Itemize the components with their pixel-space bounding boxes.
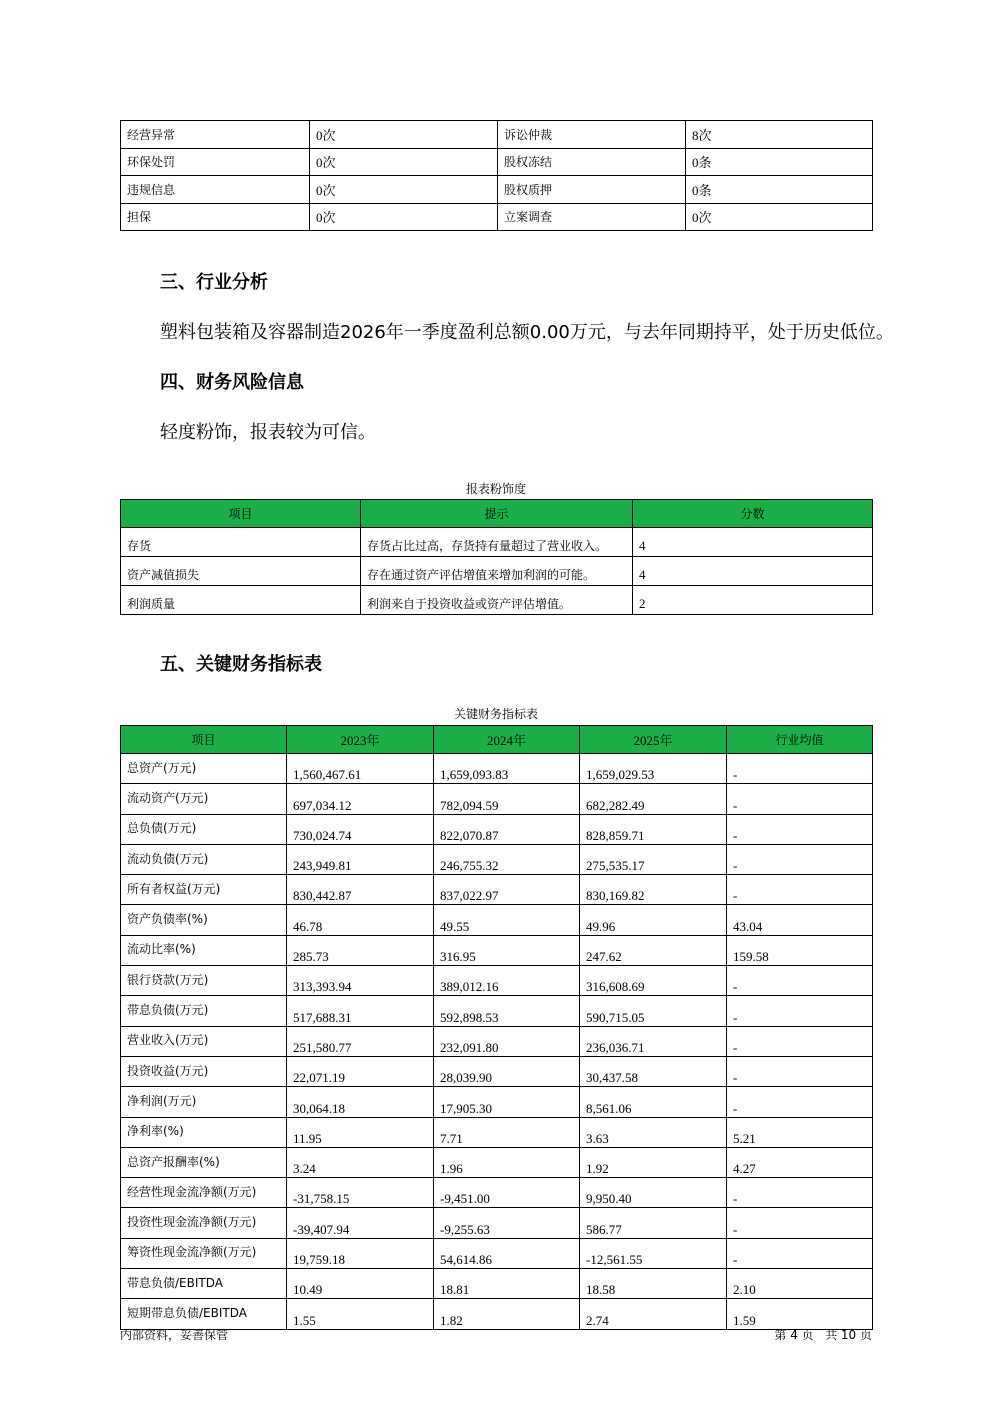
- financial-risk-text: 轻度粉饰，报表较为可信。: [160, 422, 376, 443]
- fin-table-cell: 11.95: [287, 1117, 434, 1147]
- fin-table-cell: 1.82: [434, 1299, 580, 1329]
- fraud-table-cell: 利润质量: [121, 586, 361, 615]
- fin-table-cell: 243,949.81: [287, 844, 434, 874]
- fin-table-cell: 带息负债/EBITDA: [121, 1269, 287, 1299]
- risk-info-table: [120, 120, 873, 231]
- fin-table-cell: 54,614.86: [434, 1238, 580, 1268]
- fin-table-cell: -: [727, 966, 873, 996]
- fin-table-cell: 590,715.05: [580, 996, 727, 1026]
- fin-table-cell: 流动资产(万元): [121, 784, 287, 814]
- fin-table-cell: 3.63: [580, 1117, 727, 1147]
- fin-table-cell: 5.21: [727, 1117, 873, 1147]
- fin-table-cell: 营业收入(万元): [121, 1026, 287, 1056]
- fraud-table-cell: 存货占比过高，存货持有量超过了营业收入。: [361, 528, 633, 557]
- fin-table-row: [121, 1238, 873, 1268]
- fin-table-cell: 246,755.32: [434, 844, 580, 874]
- footer-page-number: 第 4 页 共 10 页: [774, 1328, 872, 1342]
- fin-header-2023: 2023年: [287, 726, 434, 754]
- fraud-table-cell: 2: [633, 586, 873, 615]
- fin-table-row: [121, 996, 873, 1026]
- fin-table-row: [121, 1026, 873, 1056]
- fin-table-header-row: [121, 726, 873, 754]
- footer-confidential-note: 内部资料，妥善保管: [120, 1328, 229, 1342]
- fraud-degree-table: [120, 499, 873, 615]
- risk-table-cell: 担保: [121, 203, 310, 231]
- fin-table-cell: 银行贷款(万元): [121, 966, 287, 996]
- fin-table-row: [121, 935, 873, 965]
- fin-table-cell: 49.55: [434, 905, 580, 935]
- risk-table-cell: 违规信息: [121, 176, 310, 204]
- fin-table-cell: 682,282.49: [580, 784, 727, 814]
- fin-table-cell: 30,437.58: [580, 1056, 727, 1086]
- fin-table-cell: -: [727, 1238, 873, 1268]
- fraud-table-caption: 报表粉饰度: [465, 482, 526, 496]
- fin-table-cell: 822,070.87: [434, 814, 580, 844]
- fin-table-cell: 4.27: [727, 1147, 873, 1177]
- fin-table-cell: -9,255.63: [434, 1208, 580, 1238]
- fin-table-cell: -12,561.55: [580, 1238, 727, 1268]
- fin-table-row: [121, 1299, 873, 1329]
- risk-table-cell: 0条: [686, 176, 873, 204]
- fin-table-cell: -: [727, 996, 873, 1026]
- fin-table-cell: 837,022.97: [434, 875, 580, 905]
- fin-table-cell: 10.49: [287, 1269, 434, 1299]
- fin-table-cell: 232,091.80: [434, 1026, 580, 1056]
- fin-table-cell: 830,169.82: [580, 875, 727, 905]
- industry-analysis-text: 塑料包装箱及容器制造2026年一季度盈利总额0.00万元，与去年同期持平，处于历史低位。: [160, 322, 894, 343]
- fin-table-cell: 2.74: [580, 1299, 727, 1329]
- fin-table-cell: 316,608.69: [580, 966, 727, 996]
- fin-table-cell: -: [727, 754, 873, 784]
- risk-table-cell: 0次: [686, 203, 873, 231]
- fraud-header-item: 项目: [121, 500, 361, 528]
- fin-table-cell: 830,442.87: [287, 875, 434, 905]
- fraud-table-cell: 存在通过资产评估增值来增加利润的可能。: [361, 557, 633, 586]
- fin-table-cell: 316.95: [434, 935, 580, 965]
- fin-table-cell: 经营性现金流净额(万元): [121, 1178, 287, 1208]
- fin-table-row: [121, 814, 873, 844]
- fin-table-cell: -9,451.00: [434, 1178, 580, 1208]
- fin-table-cell: -39,407.94: [287, 1208, 434, 1238]
- fin-table-cell: 投资性现金流净额(万元): [121, 1208, 287, 1238]
- fin-table-cell: 流动负债(万元): [121, 844, 287, 874]
- fin-table-cell: 17,905.30: [434, 1087, 580, 1117]
- fin-table-cell: 9,950.40: [580, 1178, 727, 1208]
- risk-table-cell: 0次: [310, 121, 498, 149]
- fin-table-cell: 短期带息负债/EBITDA: [121, 1299, 287, 1329]
- fin-table-row: [121, 966, 873, 996]
- fin-table-cell: 3.24: [287, 1147, 434, 1177]
- fin-table-cell: 18.81: [434, 1269, 580, 1299]
- fin-table-cell: 19,759.18: [287, 1238, 434, 1268]
- fin-table-cell: 1,659,029.53: [580, 754, 727, 784]
- fin-table-cell: 782,094.59: [434, 784, 580, 814]
- fraud-header-hint: 提示: [361, 500, 633, 528]
- fin-table-cell: 592,898.53: [434, 996, 580, 1026]
- risk-table-cell: 0条: [686, 148, 873, 176]
- fin-table-cell: 313,393.94: [287, 966, 434, 996]
- fin-table-cell: 1,659,093.83: [434, 754, 580, 784]
- fin-table-cell: -: [727, 1208, 873, 1238]
- fin-table-row: [121, 1147, 873, 1177]
- fin-table-row: [121, 1208, 873, 1238]
- risk-table-cell: 立案调查: [498, 203, 686, 231]
- risk-table-row: [121, 148, 873, 176]
- fin-table-cell: 1.92: [580, 1147, 727, 1177]
- fin-table-cell: 18.58: [580, 1269, 727, 1299]
- fin-header-2024: 2024年: [434, 726, 580, 754]
- fin-header-industry-avg: 行业均值: [727, 726, 873, 754]
- fin-table-cell: 389,012.16: [434, 966, 580, 996]
- fin-table-cell: -: [727, 875, 873, 905]
- fin-table-cell: 总负债(万元): [121, 814, 287, 844]
- fin-table-cell: 730,024.74: [287, 814, 434, 844]
- fin-table-row: [121, 1056, 873, 1086]
- fin-table-cell: 1.55: [287, 1299, 434, 1329]
- fin-table-cell: 1.96: [434, 1147, 580, 1177]
- fin-table-cell: 697,034.12: [287, 784, 434, 814]
- fin-table-row: [121, 875, 873, 905]
- fraud-table-row: [121, 528, 873, 557]
- fin-table-row: [121, 844, 873, 874]
- fin-table-cell: -: [727, 784, 873, 814]
- fraud-table-cell: 资产减值损失: [121, 557, 361, 586]
- fin-table-cell: 筹资性现金流净额(万元): [121, 1238, 287, 1268]
- fin-table-cell: 275,535.17: [580, 844, 727, 874]
- fin-table-cell: 43.04: [727, 905, 873, 935]
- fin-table-cell: -: [727, 1087, 873, 1117]
- fin-table-cell: 流动比率(%): [121, 935, 287, 965]
- fin-table-cell: 247.62: [580, 935, 727, 965]
- fin-header-item: 项目: [121, 726, 287, 754]
- risk-table-row: [121, 203, 873, 231]
- fin-table-cell: 1.59: [727, 1299, 873, 1329]
- risk-table-cell: 股权质押: [498, 176, 686, 204]
- fin-table-cell: 159.58: [727, 935, 873, 965]
- fin-table-cell: 828,859.71: [580, 814, 727, 844]
- fin-table-cell: 49.96: [580, 905, 727, 935]
- fin-table-cell: -: [727, 814, 873, 844]
- fin-table-row: [121, 905, 873, 935]
- risk-table-cell: 股权冻结: [498, 148, 686, 176]
- risk-table-cell: 经营异常: [121, 121, 310, 149]
- fin-table-cell: -: [727, 1178, 873, 1208]
- fraud-header-score: 分数: [633, 500, 873, 528]
- fin-table-cell: 46.78: [287, 905, 434, 935]
- section-title-industry: 三、行业分析: [160, 272, 268, 293]
- fin-table-cell: -: [727, 844, 873, 874]
- risk-table-cell: 环保处罚: [121, 148, 310, 176]
- fin-header-2025: 2025年: [580, 726, 727, 754]
- fin-table-cell: 517,688.31: [287, 996, 434, 1026]
- fin-table-caption: 关键财务指标表: [453, 707, 538, 721]
- fin-table-cell: 净利率(%): [121, 1117, 287, 1147]
- risk-table-cell: 0次: [310, 148, 498, 176]
- fin-table-cell: 28,039.90: [434, 1056, 580, 1086]
- risk-table-row: [121, 176, 873, 204]
- fin-table-cell: 7.71: [434, 1117, 580, 1147]
- fin-table-row: [121, 754, 873, 784]
- fin-table-cell: 251,580.77: [287, 1026, 434, 1056]
- fraud-table-cell: 4: [633, 528, 873, 557]
- fraud-table-cell: 利润来自于投资收益或资产评估增值。: [361, 586, 633, 615]
- section-title-financial-risk: 四、财务风险信息: [160, 372, 304, 393]
- fin-table-row: [121, 1087, 873, 1117]
- fraud-table-row: [121, 586, 873, 615]
- section-title-key-indicators: 五、关键财务指标表: [160, 654, 322, 675]
- fraud-table-cell: 4: [633, 557, 873, 586]
- fin-table-cell: 资产负债率(%): [121, 905, 287, 935]
- fin-table-row: [121, 1178, 873, 1208]
- fraud-table-row: [121, 557, 873, 586]
- fraud-table-header-row: [121, 500, 873, 528]
- fin-table-cell: 总资产报酬率(%): [121, 1147, 287, 1177]
- fin-table-cell: 总资产(万元): [121, 754, 287, 784]
- fin-table-cell: 285.73: [287, 935, 434, 965]
- fin-table-cell: 带息负债(万元): [121, 996, 287, 1026]
- fin-table-row: [121, 784, 873, 814]
- fin-table-cell: 2.10: [727, 1269, 873, 1299]
- fin-table-row: [121, 1117, 873, 1147]
- fin-table-cell: 8,561.06: [580, 1087, 727, 1117]
- fin-table-cell: 22,071.19: [287, 1056, 434, 1086]
- fraud-table-cell: 存货: [121, 528, 361, 557]
- risk-table-cell: 诉讼仲裁: [498, 121, 686, 149]
- risk-table-row: [121, 121, 873, 149]
- fin-table-cell: 30,064.18: [287, 1087, 434, 1117]
- key-financial-indicators-table: [120, 725, 873, 1330]
- risk-table-cell: 0次: [310, 176, 498, 204]
- fin-table-cell: -: [727, 1026, 873, 1056]
- fin-table-cell: 1,560,467.61: [287, 754, 434, 784]
- fin-table-cell: 所有者权益(万元): [121, 875, 287, 905]
- fin-table-cell: 净利润(万元): [121, 1087, 287, 1117]
- fin-table-cell: 投资收益(万元): [121, 1056, 287, 1086]
- fin-table-row: [121, 1269, 873, 1299]
- fin-table-cell: -: [727, 1056, 873, 1086]
- fin-table-cell: 586.77: [580, 1208, 727, 1238]
- fin-table-cell: 236,036.71: [580, 1026, 727, 1056]
- risk-table-cell: 0次: [310, 203, 498, 231]
- fin-table-cell: -31,758.15: [287, 1178, 434, 1208]
- risk-table-cell: 8次: [686, 121, 873, 149]
